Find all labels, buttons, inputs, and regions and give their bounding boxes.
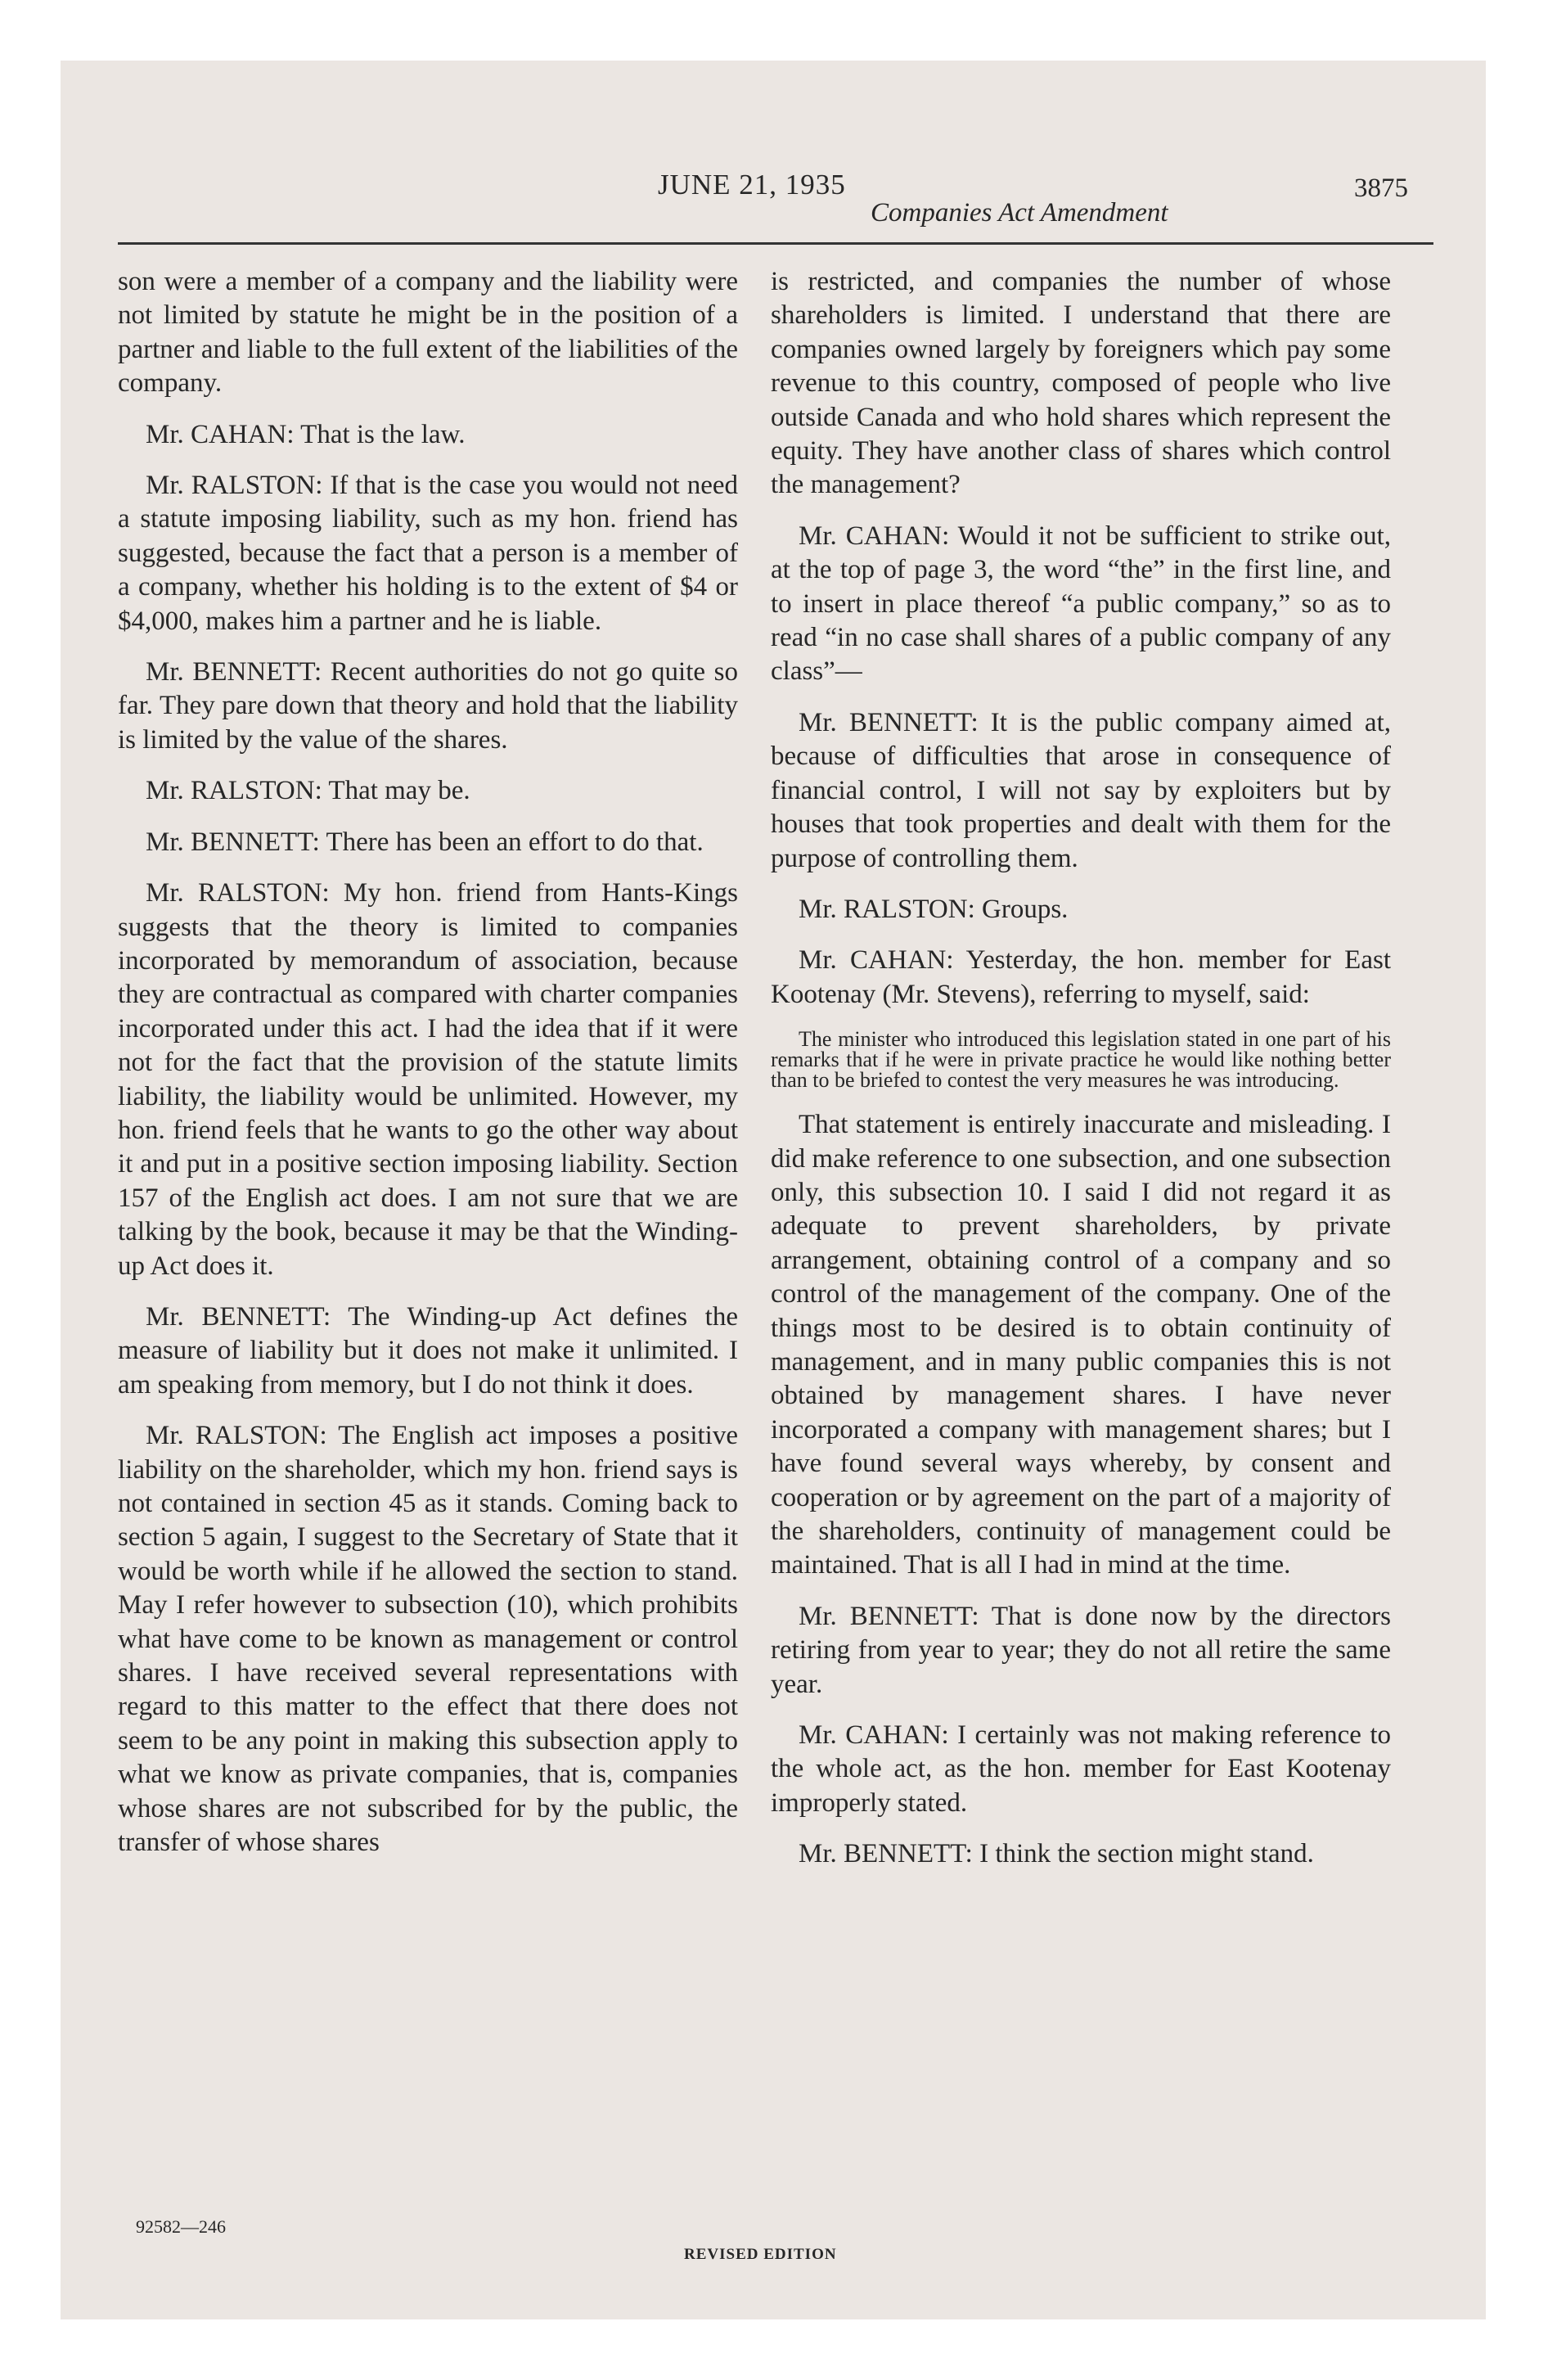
block-quote: The minister who introduced this legislation stated in one part of his remarks that if he were in private practice he would like nothing better than to be briefed to contest the very measures he was introducing. [771, 1027, 1391, 1093]
right-column [771, 265, 1391, 1889]
paragraph: Mr. BENNETT: It is the public company aimed at, because of difficulties that arose in consequence of financial control, I will not say by exploiters but by houses that took properties and dealt with them for the purpose of controlling them. [771, 707, 1391, 873]
footer-edition: REVISED EDITION [684, 2246, 837, 2263]
paragraph: Mr. RALSTON: That may be. [146, 776, 470, 806]
paragraph: Mr. CAHAN: That is the law. [146, 419, 466, 449]
page-number: 3875 [1354, 174, 1408, 203]
paragraph: Mr. BENNETT: I think the section might stand. [799, 1839, 1314, 1869]
paragraph: Mr. CAHAN: Yesterday, the hon. member for East Kootenay (Mr. Stevens), referring to myself, said: [771, 945, 1391, 1009]
paragraph: Mr. BENNETT: Recent authorities do not go quite so far. They pare down that theory and hold that the liability is limited by the value of the shares. [118, 657, 738, 755]
paragraph: son were a member of a company and the liability were not limited by statute he might be in the position of a partner and liable to the full extent of the liabilities of the company. [118, 267, 738, 399]
document-page [61, 61, 1486, 2319]
paragraph: Mr. CAHAN: I certainly was not making reference to the whole act, as the hon. member for East Kootenay improperly stated. [771, 1720, 1391, 1818]
paragraph: Mr. BENNETT: That is done now by the directors retiring from year to year; they do not all retire the same year. [771, 1601, 1391, 1699]
header-date: JUNE 21, 1935 [658, 169, 846, 201]
paragraph: Mr. RALSTON: The English act imposes a positive liability on the shareholder, which my hon. friend says is not contained in section 45 as it stands. Coming back to section 5 again, I suggest to the Secretary of State that it would be worth while if he allowed the section to stand. May I refer however to subsection (10), which prohibits what have come to be known as management or control shares. I have received several representations with regard to this matter to the effect that there does not seem to be any point in making this subsection apply to what we know as private companies, that is, companies whose shares are not subscribed for by the public, the transfer of whose shares [118, 1421, 738, 1858]
header-title: Companies Act Amendment [871, 198, 1168, 228]
paragraph: Mr. RALSTON: Groups. [799, 894, 1069, 924]
paragraph: Mr. RALSTON: My hon. friend from Hants-Kings suggests that the theory is limited to companies incorporated by memorandum of association, because they are contractual as compared with charter companies incorporated under this act. I had the idea that if it were not for the fact that the provision of the statute limits liability, the liability would be unlimited. However, my hon. friend feels that he wants to go the other way about it and put in a positive section imposing liability. Section 157 of the English act does. I am not sure that we are talking by the book, because it may be that the Winding-up Act does it. [118, 878, 738, 1281]
left-column [118, 265, 738, 1877]
paragraph: Mr. RALSTON: If that is the case you would not need a statute imposing liability, such as my hon. friend has suggested, because the fact that a person is a member of a company, whether his holding is to the extent of $4 or $4,000, makes him a partner and he is liable. [118, 471, 738, 636]
footer-code: 92582—246 [136, 2216, 226, 2237]
paragraph: Mr. BENNETT: There has been an effort to do that. [146, 827, 704, 857]
paragraph: Mr. CAHAN: Would it not be sufficient to strike out, at the top of page 3, the word “the” in the first line, and to insert in place thereof “a public company,” so as to read “in no case shall shares of a public company of any class”— [771, 521, 1391, 687]
paragraph: is restricted, and companies the number of whose shareholders is limited. I understand that there are companies owned largely by foreigners which pay some revenue to this country, composed of people who live outside Canada and who hold shares which represent the equity. They have another class of shares which control the management? [771, 267, 1391, 500]
paragraph: Mr. BENNETT: The Winding-up Act defines the measure of liability but it does not make it unlimited. I am speaking from memory, but I do not think it does. [118, 1301, 738, 1400]
header-rule [118, 242, 1433, 245]
paragraph: That statement is entirely inaccurate and misleading. I did make reference to one subsection, and one subsection only, this subsection 10. I said I did not regard it as adequate to prevent shareholders, by private arrangement, obtaining control of a company and so control of the management of the company. One of the things most to be desired is to obtain continuity of management, and in many public companies this is not obtained by management shares. I have never incorporated a company with management shares; but I have found several ways whereby, by consent and cooperation or by agreement on the part of a majority of the shareholders, continuity of management could be maintained. That is all I had in mind at the time. [771, 1110, 1391, 1580]
